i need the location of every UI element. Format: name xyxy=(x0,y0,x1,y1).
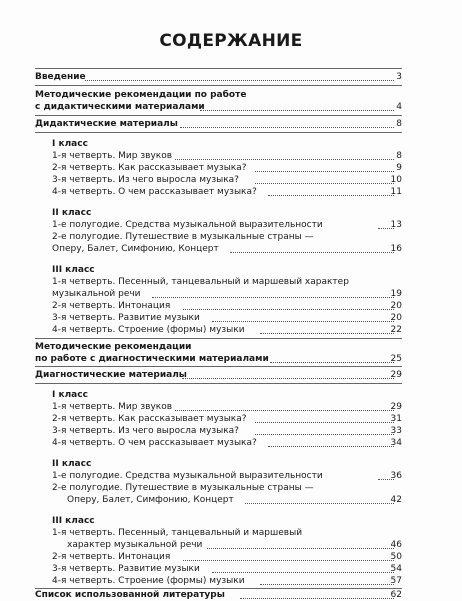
dot-leader xyxy=(255,171,394,172)
dot-leader xyxy=(175,410,394,411)
toc-entry-text: по работе с диагностическими материалами xyxy=(35,354,269,364)
toc-entry xyxy=(0,401,462,413)
toc-entry-heading xyxy=(0,369,462,381)
toc-entry xyxy=(0,437,462,449)
dot-leader xyxy=(255,422,394,423)
toc-entry xyxy=(0,231,462,243)
toc-entry-text: 1-я четверть. Песенный, танцевальный и маршевый характер xyxy=(52,277,349,287)
dot-leader xyxy=(212,572,394,573)
dot-leader xyxy=(245,503,394,504)
toc-page-number: 11 xyxy=(390,187,402,197)
toc-entry xyxy=(0,312,462,324)
toc-entry-text: с дидактическими материалами xyxy=(35,102,205,112)
toc-entry-introduction xyxy=(0,71,462,83)
toc-page-number: 29 xyxy=(390,402,402,412)
toc-page-number: 36 xyxy=(390,471,402,481)
toc-entry-text: музыкальной речи xyxy=(52,289,141,299)
toc-entry-text: 1-е полугодие. Средства музыкальной выразительности xyxy=(52,471,323,481)
toc-entry xyxy=(0,563,462,575)
dot-leader xyxy=(85,80,394,81)
toc-page-number: 46 xyxy=(390,540,402,550)
toc-entry-text: Оперу, Балет, Симфонию, Концерт xyxy=(52,244,219,254)
toc-page-number: 50 xyxy=(390,552,402,562)
toc-page-number: 25 xyxy=(390,354,402,364)
toc-entry-text: 1-я четверть. Песенный, танцевальный и маршевый xyxy=(52,528,303,538)
toc-page-number: 3 xyxy=(396,72,402,82)
toc-class-heading xyxy=(0,264,462,276)
toc-entry xyxy=(0,575,462,587)
toc-page-number: 54 xyxy=(390,564,402,574)
dot-leader xyxy=(207,548,394,549)
toc-entry-text: III класс xyxy=(52,265,95,275)
toc-entry xyxy=(0,288,462,300)
toc-page-number: 8 xyxy=(396,119,402,129)
toc-entry-text: 3-я четверть. Из чего выросла музыка? xyxy=(52,175,239,185)
toc-entry xyxy=(0,539,462,551)
toc-entry-heading xyxy=(0,89,462,101)
toc-entry xyxy=(0,300,462,312)
toc-entry xyxy=(0,186,462,198)
toc-entry-text: Дидактические материалы xyxy=(35,119,178,129)
divider xyxy=(35,338,402,339)
toc-entry xyxy=(0,425,462,437)
dot-leader xyxy=(260,584,394,585)
toc-page-number: 42 xyxy=(390,495,402,505)
toc-page-number: 57 xyxy=(390,576,402,586)
toc-entry-text: Методические рекомендации по работе xyxy=(35,90,247,100)
toc-page-number: 62 xyxy=(390,590,402,600)
toc-class-heading xyxy=(0,207,462,219)
toc-class-heading xyxy=(0,389,462,401)
divider xyxy=(35,68,402,69)
toc-page-number: 31 xyxy=(390,414,402,424)
divider xyxy=(35,132,402,133)
toc-class-heading xyxy=(0,515,462,527)
dot-leader xyxy=(152,297,394,298)
divider xyxy=(35,366,402,367)
toc-page-number: 10 xyxy=(390,175,402,185)
toc-entry-text: I класс xyxy=(52,390,88,400)
toc-page-number: 29 xyxy=(390,370,402,380)
toc-entry xyxy=(0,413,462,425)
dot-leader xyxy=(268,195,394,196)
toc-entry xyxy=(0,174,462,186)
toc-entry-text: 2-я четверть. Интонация xyxy=(52,552,171,562)
toc-entry-text: 1-я четверть. Мир звуков xyxy=(52,151,173,161)
dot-leader xyxy=(182,378,394,379)
toc-entry-text: Методические рекомендации xyxy=(35,342,192,352)
toc-entry xyxy=(0,470,462,482)
toc-entry-text: 2-е полугодие. Путешествие в музыкальные страны — xyxy=(52,232,314,242)
toc-class-heading xyxy=(0,458,462,470)
toc-entry-text: Введение xyxy=(35,72,86,82)
toc-entry xyxy=(0,162,462,174)
page-title: СОДЕРЖАНИЕ xyxy=(159,31,303,51)
toc-page-number: 33 xyxy=(390,426,402,436)
toc-page-number: 34 xyxy=(390,438,402,448)
dot-leader xyxy=(260,333,394,334)
dot-leader xyxy=(212,321,394,322)
toc-entry-heading xyxy=(0,118,462,130)
dot-leader xyxy=(270,362,394,363)
toc-entry-text: Диагностические материалы xyxy=(35,370,187,380)
toc-entry xyxy=(0,482,462,494)
toc-entry xyxy=(0,527,462,539)
toc-page-number: 22 xyxy=(390,325,402,335)
toc-entry-text: Оперу, Балет, Симфонию, Концерт xyxy=(67,495,234,505)
dot-leader xyxy=(180,127,394,128)
toc-entry-heading xyxy=(0,353,462,365)
toc-entry-text: 2-я четверть. Интонация xyxy=(52,301,171,311)
toc-entry-heading xyxy=(0,341,462,353)
toc-entry-text: I класс xyxy=(52,139,88,149)
toc-entry-text: 1-е полугодие. Средства музыкальной выразительности xyxy=(52,220,323,230)
dot-leader xyxy=(255,183,394,184)
toc-entry xyxy=(0,243,462,255)
toc-entry-text: 1-я четверть. Мир звуков xyxy=(52,402,173,412)
toc-entry-text: 3-я четверть. Развитие музыки xyxy=(52,313,200,323)
toc-entry-text: Список использованной литературы xyxy=(35,590,225,600)
toc-entry-text: 2-я четверть. Как рассказывает музыка? xyxy=(52,414,247,424)
dot-leader xyxy=(183,560,394,561)
toc-entry xyxy=(0,276,462,288)
toc-entry-text: 2-е полугодие. Путешествие в музыкальные страны — xyxy=(52,483,314,493)
toc-page-number: 19 xyxy=(390,289,402,299)
toc-entry-text: 4-я четверть. Строение (формы) музыки xyxy=(52,576,245,586)
toc-page-number: 20 xyxy=(390,313,402,323)
toc-page-number: 16 xyxy=(390,244,402,254)
toc-entry-text: II класс xyxy=(52,459,92,469)
dot-leader xyxy=(240,598,394,599)
toc-page-number: 9 xyxy=(396,163,402,173)
toc-entry-text: 3-я четверть. Из чего выросла музыка? xyxy=(52,426,239,436)
toc-entry xyxy=(0,324,462,336)
toc-entry xyxy=(0,551,462,563)
dot-leader xyxy=(230,252,394,253)
toc-entry xyxy=(0,219,462,231)
dot-leader xyxy=(268,446,394,447)
toc-page-number: 13 xyxy=(390,220,402,230)
toc-class-heading xyxy=(0,138,462,150)
dot-leader xyxy=(200,110,394,111)
toc-entry-text: 3-я четверть. Развитие музыки xyxy=(52,564,200,574)
toc-entry-text: III класс xyxy=(52,516,95,526)
toc-entry-text: характер музыкальной речи xyxy=(67,540,203,550)
toc-entry-text: 4-я четверть. Строение (формы) музыки xyxy=(52,325,245,335)
toc-entry-text: II класс xyxy=(52,208,92,218)
dot-leader xyxy=(175,159,394,160)
divider xyxy=(35,115,402,116)
toc-entry-heading xyxy=(0,101,462,113)
toc-page-number: 20 xyxy=(390,301,402,311)
toc-entry-text: 4-я четверть. О чем рассказывает музыка? xyxy=(52,438,257,448)
toc-entry-bibliography xyxy=(0,589,462,601)
toc-entry-text: 2-я четверть. Как рассказывает музыка? xyxy=(52,163,247,173)
dot-leader xyxy=(183,309,394,310)
toc-entry-text: 4-я четверть. О чем рассказывает музыка? xyxy=(52,187,257,197)
dot-leader xyxy=(255,434,394,435)
divider xyxy=(35,85,402,86)
toc-entry xyxy=(0,150,462,162)
toc-entry xyxy=(0,494,462,506)
divider xyxy=(35,383,402,384)
toc-page-number: 8 xyxy=(396,151,402,161)
toc-page-number: 4 xyxy=(396,102,402,112)
